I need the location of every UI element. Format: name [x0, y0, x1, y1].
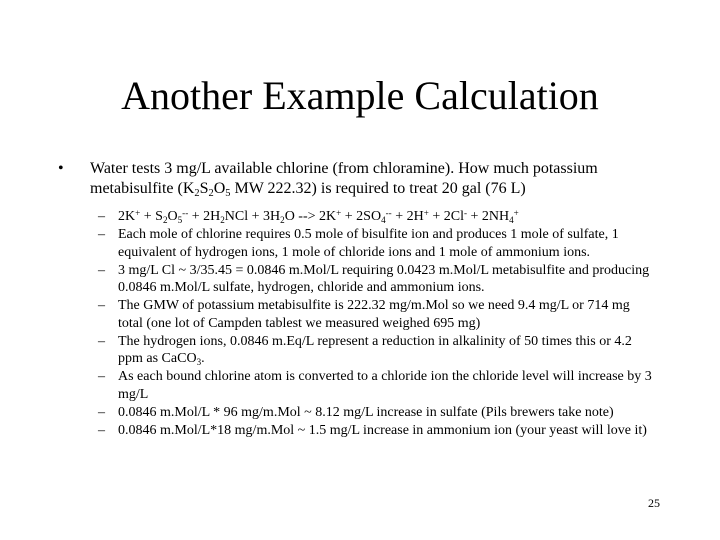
dash-marker: –: [98, 369, 105, 385]
page-number: 25: [648, 496, 660, 510]
dash-marker: –: [98, 422, 105, 438]
sub-item-chloride: – As each bound chlorine atom is converted to a chloride ion the chloride level will increase by 3 mg/L: [98, 369, 652, 402]
sub-item-ammonium: – 0.0846 m.Mol/L*18 mg/m.Mol ~ 1.5 mg/L increase in ammonium ion (your yeast will love it): [98, 422, 647, 438]
sub-item-reaction-equation: – $2K^+ + S_2O_5^{--} + 2H_2NCl + 3H_2O$ --> $2K^+ + 2SO_4^{--} + 2H^+ + 2Cl^- + 2NH_4^+$: [98, 207, 519, 225]
slide-title: Another Example Calculation: [121, 73, 599, 118]
sub-item-mole-ratio: – Each mole of chlorine requires 0.5 mole of bisulfite ion and produces 1 mole of sulfate, 1 equivalent of hydrogen ions, 1 mole of chloride ions and 1 mole of ammonium ions.: [98, 226, 619, 260]
dash-marker: –: [98, 404, 105, 420]
sub-bullet-list: [98, 208, 658, 440]
dash-marker: –: [98, 333, 105, 349]
dash-marker: –: [98, 226, 105, 242]
dash-marker: –: [98, 262, 105, 278]
dash-marker: –: [98, 298, 105, 314]
sub-item-gmw: – The GMW of potassium metabisulfite is 222.32 mg/m.Mol so we need 9.4 mg/L or 714 mg total (one lot of Campden tablest we measured weighed 695 mg): [98, 298, 630, 331]
sub-item-sulfate: – 0.0846 m.Mol/L * 96 mg/m.Mol ~ 8.12 mg/L increase in sulfate (Pils brewers take note): [98, 404, 614, 420]
sub-item-chlorine-molarity: – 3 mg/L Cl ~ 3/35.45 = 0.0846 m.Mol/L requiring 0.0423 m.Mol/L metabisulfite and producing 0.0846 m.Mol/L sulfate, hydrogen, chloride and ammonium ions.: [98, 262, 650, 296]
bullet-marker: •: [58, 160, 64, 177]
sub-item-alkalinity: – The hydrogen ions, 0.0846 m.Eq/L represent a reduction in alkalinity of 50 times this or 4.2 ppm as CaCO$_3$.: [98, 333, 632, 368]
main-bullet-text: Water tests 3 mg/L available chlorine (from chloramine). How much potassium metabisulfite ($K_2S_2O_5$ MW 222.32) is required to treat 20 gal (76 L): [90, 160, 598, 200]
main-bullet: [58, 159, 668, 199]
dash-marker: –: [98, 209, 105, 224]
